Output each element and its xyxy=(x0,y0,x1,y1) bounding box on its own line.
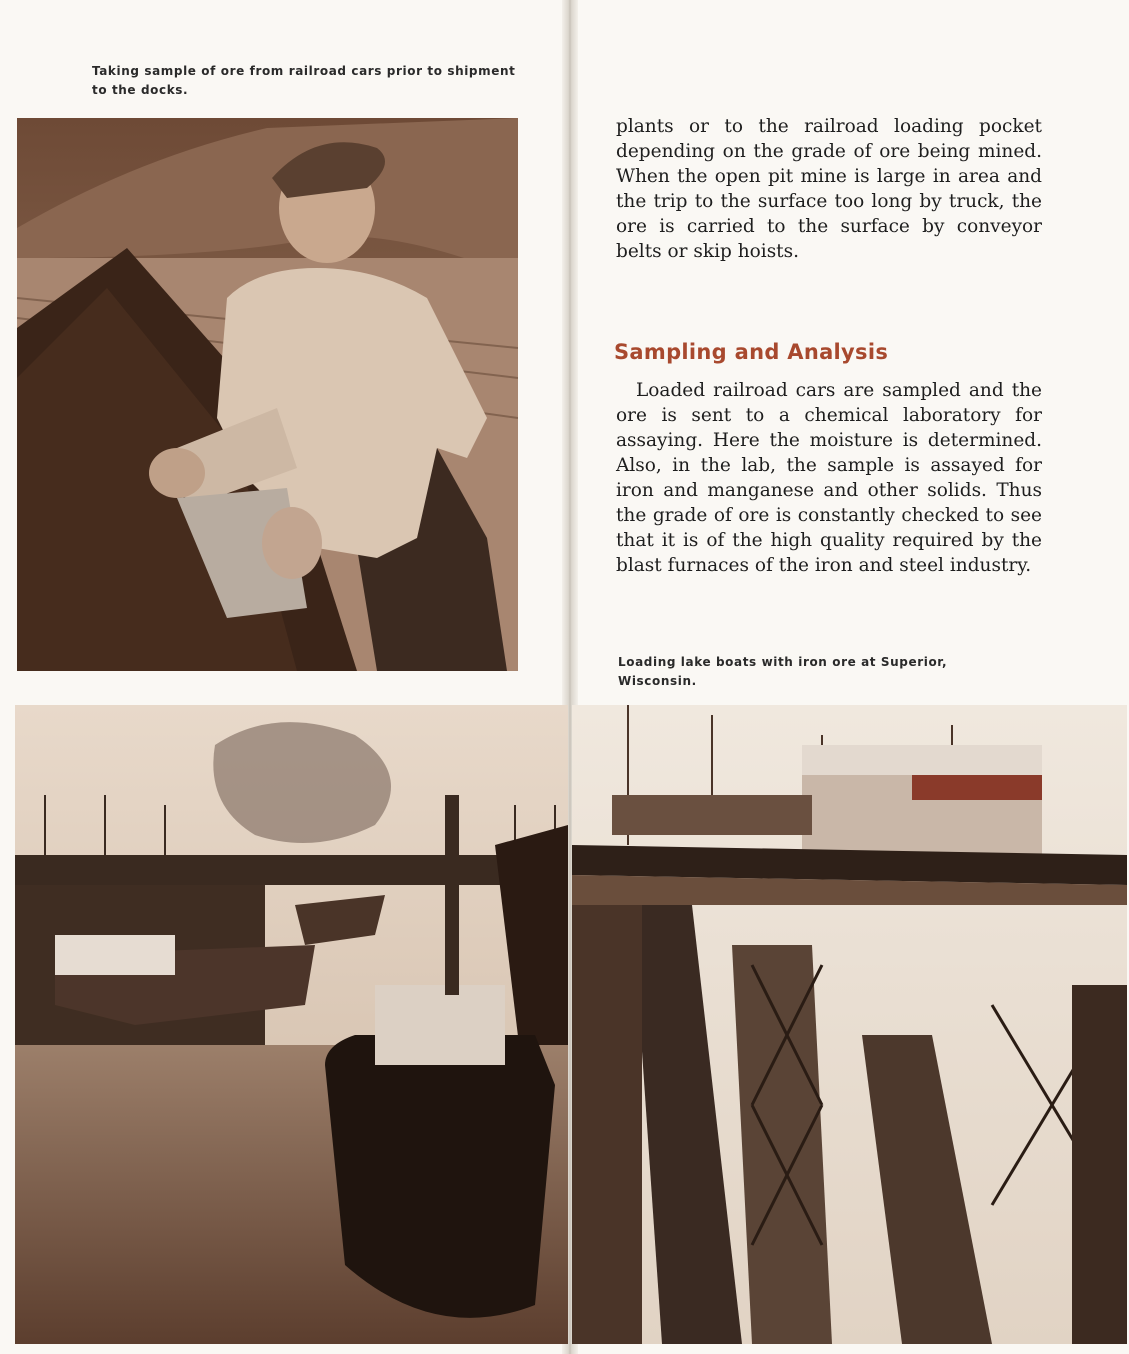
ore-sampling-photo xyxy=(17,118,518,671)
intro-paragraph: plants or to the railroad loading pocket depending on the grade of ore being mined. When the open pit mine is large in area and the trip to the surface too long by truck, the ore is carried to the surface by conveyor belts or skip hoists. xyxy=(616,116,1042,262)
section-heading: Sampling and Analysis xyxy=(614,340,889,364)
worker-photo-caption: Taking sample of ore from railroad cars prior to shipment to the docks. xyxy=(92,64,516,97)
dock-photo-caption: Loading lake boats with iron ore at Superior, Wisconsin. xyxy=(618,655,948,688)
ore-dock-photo xyxy=(572,705,1127,1344)
sampling-paragraph: Loaded railroad cars are sampled and the ore is sent to a chemical laboratory for assaying. Here the moisture is determined. Also, in the lab, the sample is assayed for iron and manganese and other solids. Thus the grade of ore is constantly checked to see that it is of the high quality required by the blast furnaces of the iron and steel industry. xyxy=(616,380,1042,576)
lake-boats-photo xyxy=(15,705,568,1344)
